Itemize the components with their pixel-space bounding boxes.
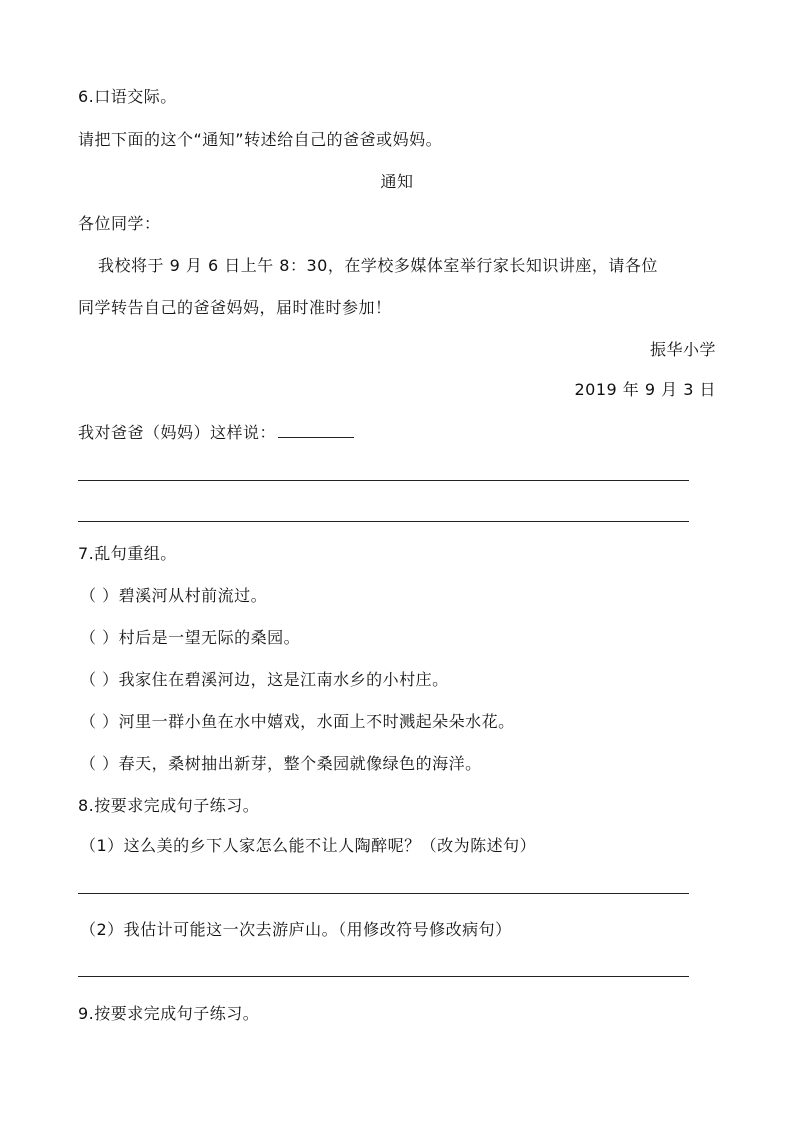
q7-title: 7.乱句重组。 — [78, 544, 177, 563]
q8-sub-1: （1）这么美的乡下人家怎么能不让人陶醉呢？（改为陈述句） — [80, 836, 537, 855]
q6-title: 6.口语交际。 — [78, 87, 177, 106]
q8-answer-line-2[interactable] — [78, 976, 689, 977]
notice-heading: 通知 — [380, 172, 414, 191]
q7-item-3: （ ）我家住在碧溪河边，这是江南水乡的小村庄。 — [80, 670, 449, 689]
q7-item-2: （ ）村后是一望无际的桑园。 — [80, 628, 301, 647]
q8-title: 8.按要求完成句子练习。 — [78, 796, 260, 815]
q7-item-5: （ ）春天，桑树抽出新芽，整个桑园就像绿色的海洋。 — [80, 754, 482, 773]
q6-answer-blank[interactable] — [278, 421, 354, 438]
q6-answer-line-2[interactable] — [78, 521, 689, 522]
q6-prompt-line — [78, 421, 354, 444]
q6-answer-line-1[interactable] — [78, 480, 689, 481]
notice-date: 2019 年 9 月 3 日 — [574, 380, 716, 399]
notice-body-line-2: 同学转告自己的爸爸妈妈，届时准时参加！ — [78, 298, 392, 317]
q8-answer-line-1[interactable] — [78, 893, 689, 894]
notice-body-line-1: 我校将于 9 月 6 日上午 8：30，在学校多媒体室举行家长知识讲座，请各位 — [98, 256, 658, 275]
notice-signature: 振华小学 — [649, 340, 716, 359]
q6-instruction: 请把下面的这个“通知”转述给自己的爸爸或妈妈。 — [78, 130, 443, 149]
q6-prompt: 我对爸爸（妈妈）这样说： — [78, 423, 277, 442]
q7-item-4: （ ）河里一群小鱼在水中嬉戏，水面上不时溅起朵朵水花。 — [80, 712, 515, 731]
q9-title: 9.按要求完成句子练习。 — [78, 1004, 260, 1023]
q8-sub-2: （2）我估计可能这一次去游庐山。（用修改符号修改病句） — [80, 920, 512, 939]
notice-salutation: 各位同学： — [78, 214, 161, 233]
q7-item-1: （ ）碧溪河从村前流过。 — [80, 586, 268, 605]
